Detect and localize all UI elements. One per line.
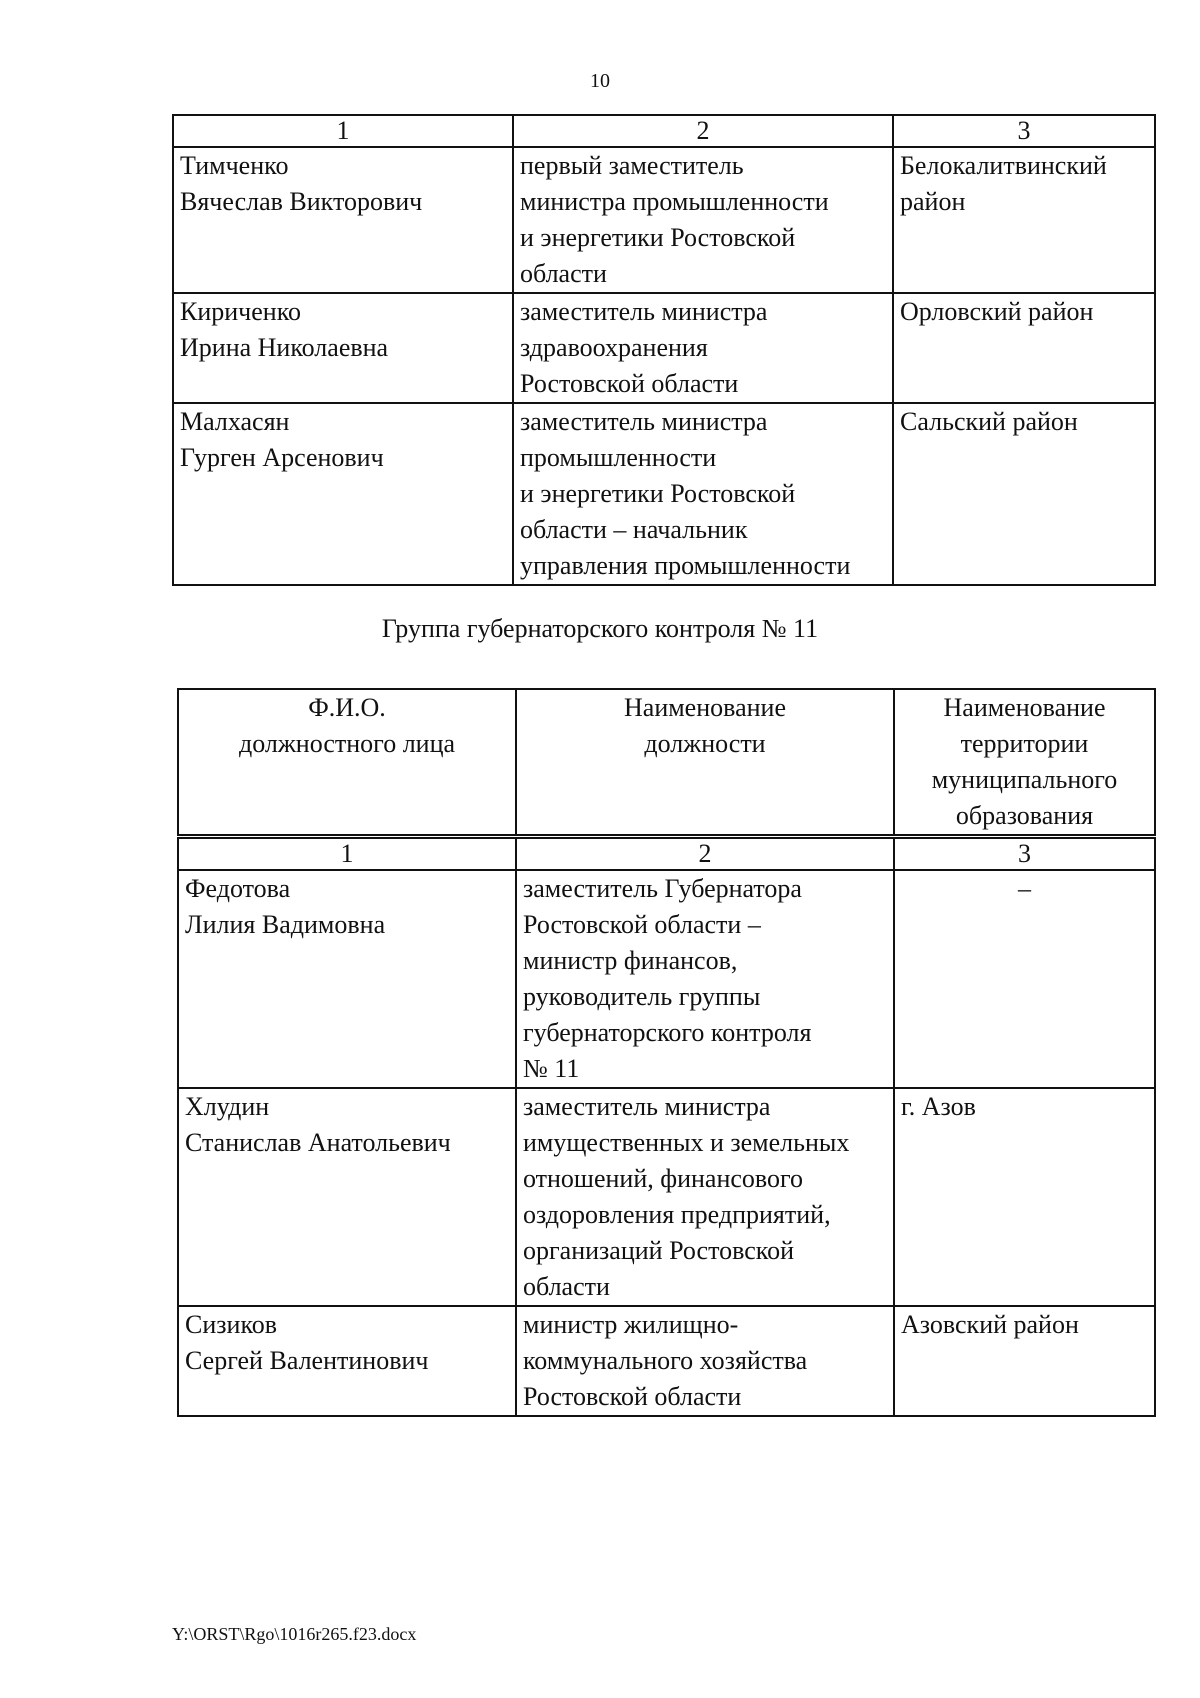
position-line: и энергетики Ростовской xyxy=(520,479,796,508)
territory-cell xyxy=(893,147,1155,293)
given-names: Лилия Вадимовна xyxy=(185,910,386,939)
position-line: министр жилищно- xyxy=(523,1310,739,1339)
table-row xyxy=(173,293,1155,403)
surname: Федотова xyxy=(185,874,291,903)
position-line: области – начальник xyxy=(520,515,748,544)
position-line: и энергетики Ростовской xyxy=(520,223,796,252)
section-title: Группа губернаторского контроля № 11 xyxy=(381,614,819,643)
header-line: должности xyxy=(644,729,766,758)
territory-line: Сальский район xyxy=(900,407,1078,436)
official-name-cell xyxy=(173,147,513,293)
official-name-cell xyxy=(178,1088,516,1306)
territory-cell xyxy=(894,1088,1155,1306)
surname: Сизиков xyxy=(185,1310,278,1339)
column-number: 2 xyxy=(513,115,893,147)
position-line: министр финансов, xyxy=(523,946,738,975)
given-names: Вячеслав Викторович xyxy=(180,187,423,216)
position-line: заместитель министра xyxy=(520,297,768,326)
territory-line: г. Азов xyxy=(901,1092,976,1121)
header-line: образования xyxy=(955,801,1094,830)
header-line: муниципального xyxy=(931,765,1118,794)
position-cell xyxy=(513,403,893,585)
column-header-position xyxy=(516,689,894,837)
position-line: управления промышленности xyxy=(520,551,851,580)
column-header-name xyxy=(178,689,516,837)
territory-line: Азовский район xyxy=(901,1310,1079,1339)
position-line: губернаторского контроля xyxy=(523,1018,812,1047)
table-row xyxy=(178,1306,1155,1416)
header-line: территории xyxy=(960,729,1089,758)
given-names: Ирина Николаевна xyxy=(180,333,389,362)
position-cell xyxy=(513,293,893,403)
territory-cell xyxy=(893,293,1155,403)
position-line: коммунального хозяйства xyxy=(523,1346,808,1375)
official-name-cell xyxy=(173,403,513,585)
given-names: Станислав Анатольевич xyxy=(185,1128,451,1157)
given-names: Сергей Валентинович xyxy=(185,1346,429,1375)
table-row xyxy=(178,870,1155,1088)
position-cell xyxy=(516,870,894,1088)
table-row xyxy=(173,147,1155,293)
position-line: области xyxy=(520,259,607,288)
position-cell xyxy=(516,1088,894,1306)
official-name-cell xyxy=(178,1306,516,1416)
header-line: Ф.И.О. xyxy=(308,693,386,722)
column-number-row xyxy=(178,837,1155,871)
official-name-cell xyxy=(178,870,516,1088)
officials-table-continued xyxy=(172,114,1156,586)
position-line: отношений, финансового xyxy=(523,1164,804,1193)
surname: Кириченко xyxy=(180,297,302,326)
table-row xyxy=(173,403,1155,585)
header-line: Наименование xyxy=(943,693,1106,722)
column-number: 3 xyxy=(894,837,1155,871)
territory-cell xyxy=(894,870,1155,1088)
header-line: должностного лица xyxy=(238,729,456,758)
column-number: 3 xyxy=(893,115,1155,147)
position-line: имущественных и земельных xyxy=(523,1128,850,1157)
official-name-cell xyxy=(173,293,513,403)
position-cell xyxy=(513,147,893,293)
position-line: Ростовской области – xyxy=(523,910,761,939)
header-line: Наименование xyxy=(624,693,786,722)
page-number: 10 xyxy=(590,70,610,92)
control-group-11-table xyxy=(177,688,1156,1417)
header-row xyxy=(178,689,1155,837)
position-line: министра промышленности xyxy=(520,187,829,216)
territory-line: район xyxy=(900,187,966,216)
position-line: Ростовской области xyxy=(520,369,739,398)
surname: Малхасян xyxy=(180,407,290,436)
column-number: 1 xyxy=(173,115,513,147)
position-line: заместитель министра xyxy=(523,1092,771,1121)
position-line: здравоохранения xyxy=(520,333,708,362)
position-line: руководитель группы xyxy=(523,982,761,1011)
position-line: промышленности xyxy=(520,443,717,472)
territory-cell xyxy=(894,1306,1155,1416)
column-number: 1 xyxy=(178,837,516,871)
territory-line: Орловский район xyxy=(900,297,1094,326)
footer-file-path: Y:\ORST\Rgo\1016r265.f23.docx xyxy=(172,1624,417,1644)
column-header-territory xyxy=(894,689,1155,837)
surname: Тимченко xyxy=(180,151,289,180)
territory-line: Белокалитвинский xyxy=(900,151,1107,180)
position-line: заместитель Губернатора xyxy=(523,874,802,903)
position-cell xyxy=(516,1306,894,1416)
position-line: оздоровления предприятий, xyxy=(523,1200,831,1229)
position-line: Ростовской области xyxy=(523,1382,742,1411)
given-names: Гурген Арсенович xyxy=(180,443,384,472)
position-line: области xyxy=(523,1272,610,1301)
territory-cell xyxy=(893,403,1155,585)
position-line: заместитель министра xyxy=(520,407,768,436)
table-row xyxy=(178,1088,1155,1306)
territory-line: – xyxy=(1018,874,1031,903)
column-number: 2 xyxy=(516,837,894,871)
position-line: первый заместитель xyxy=(520,151,744,180)
surname: Хлудин xyxy=(185,1092,270,1121)
position-line: № 11 xyxy=(523,1054,580,1083)
position-line: организаций Ростовской xyxy=(523,1236,794,1265)
column-number-row xyxy=(173,115,1155,147)
